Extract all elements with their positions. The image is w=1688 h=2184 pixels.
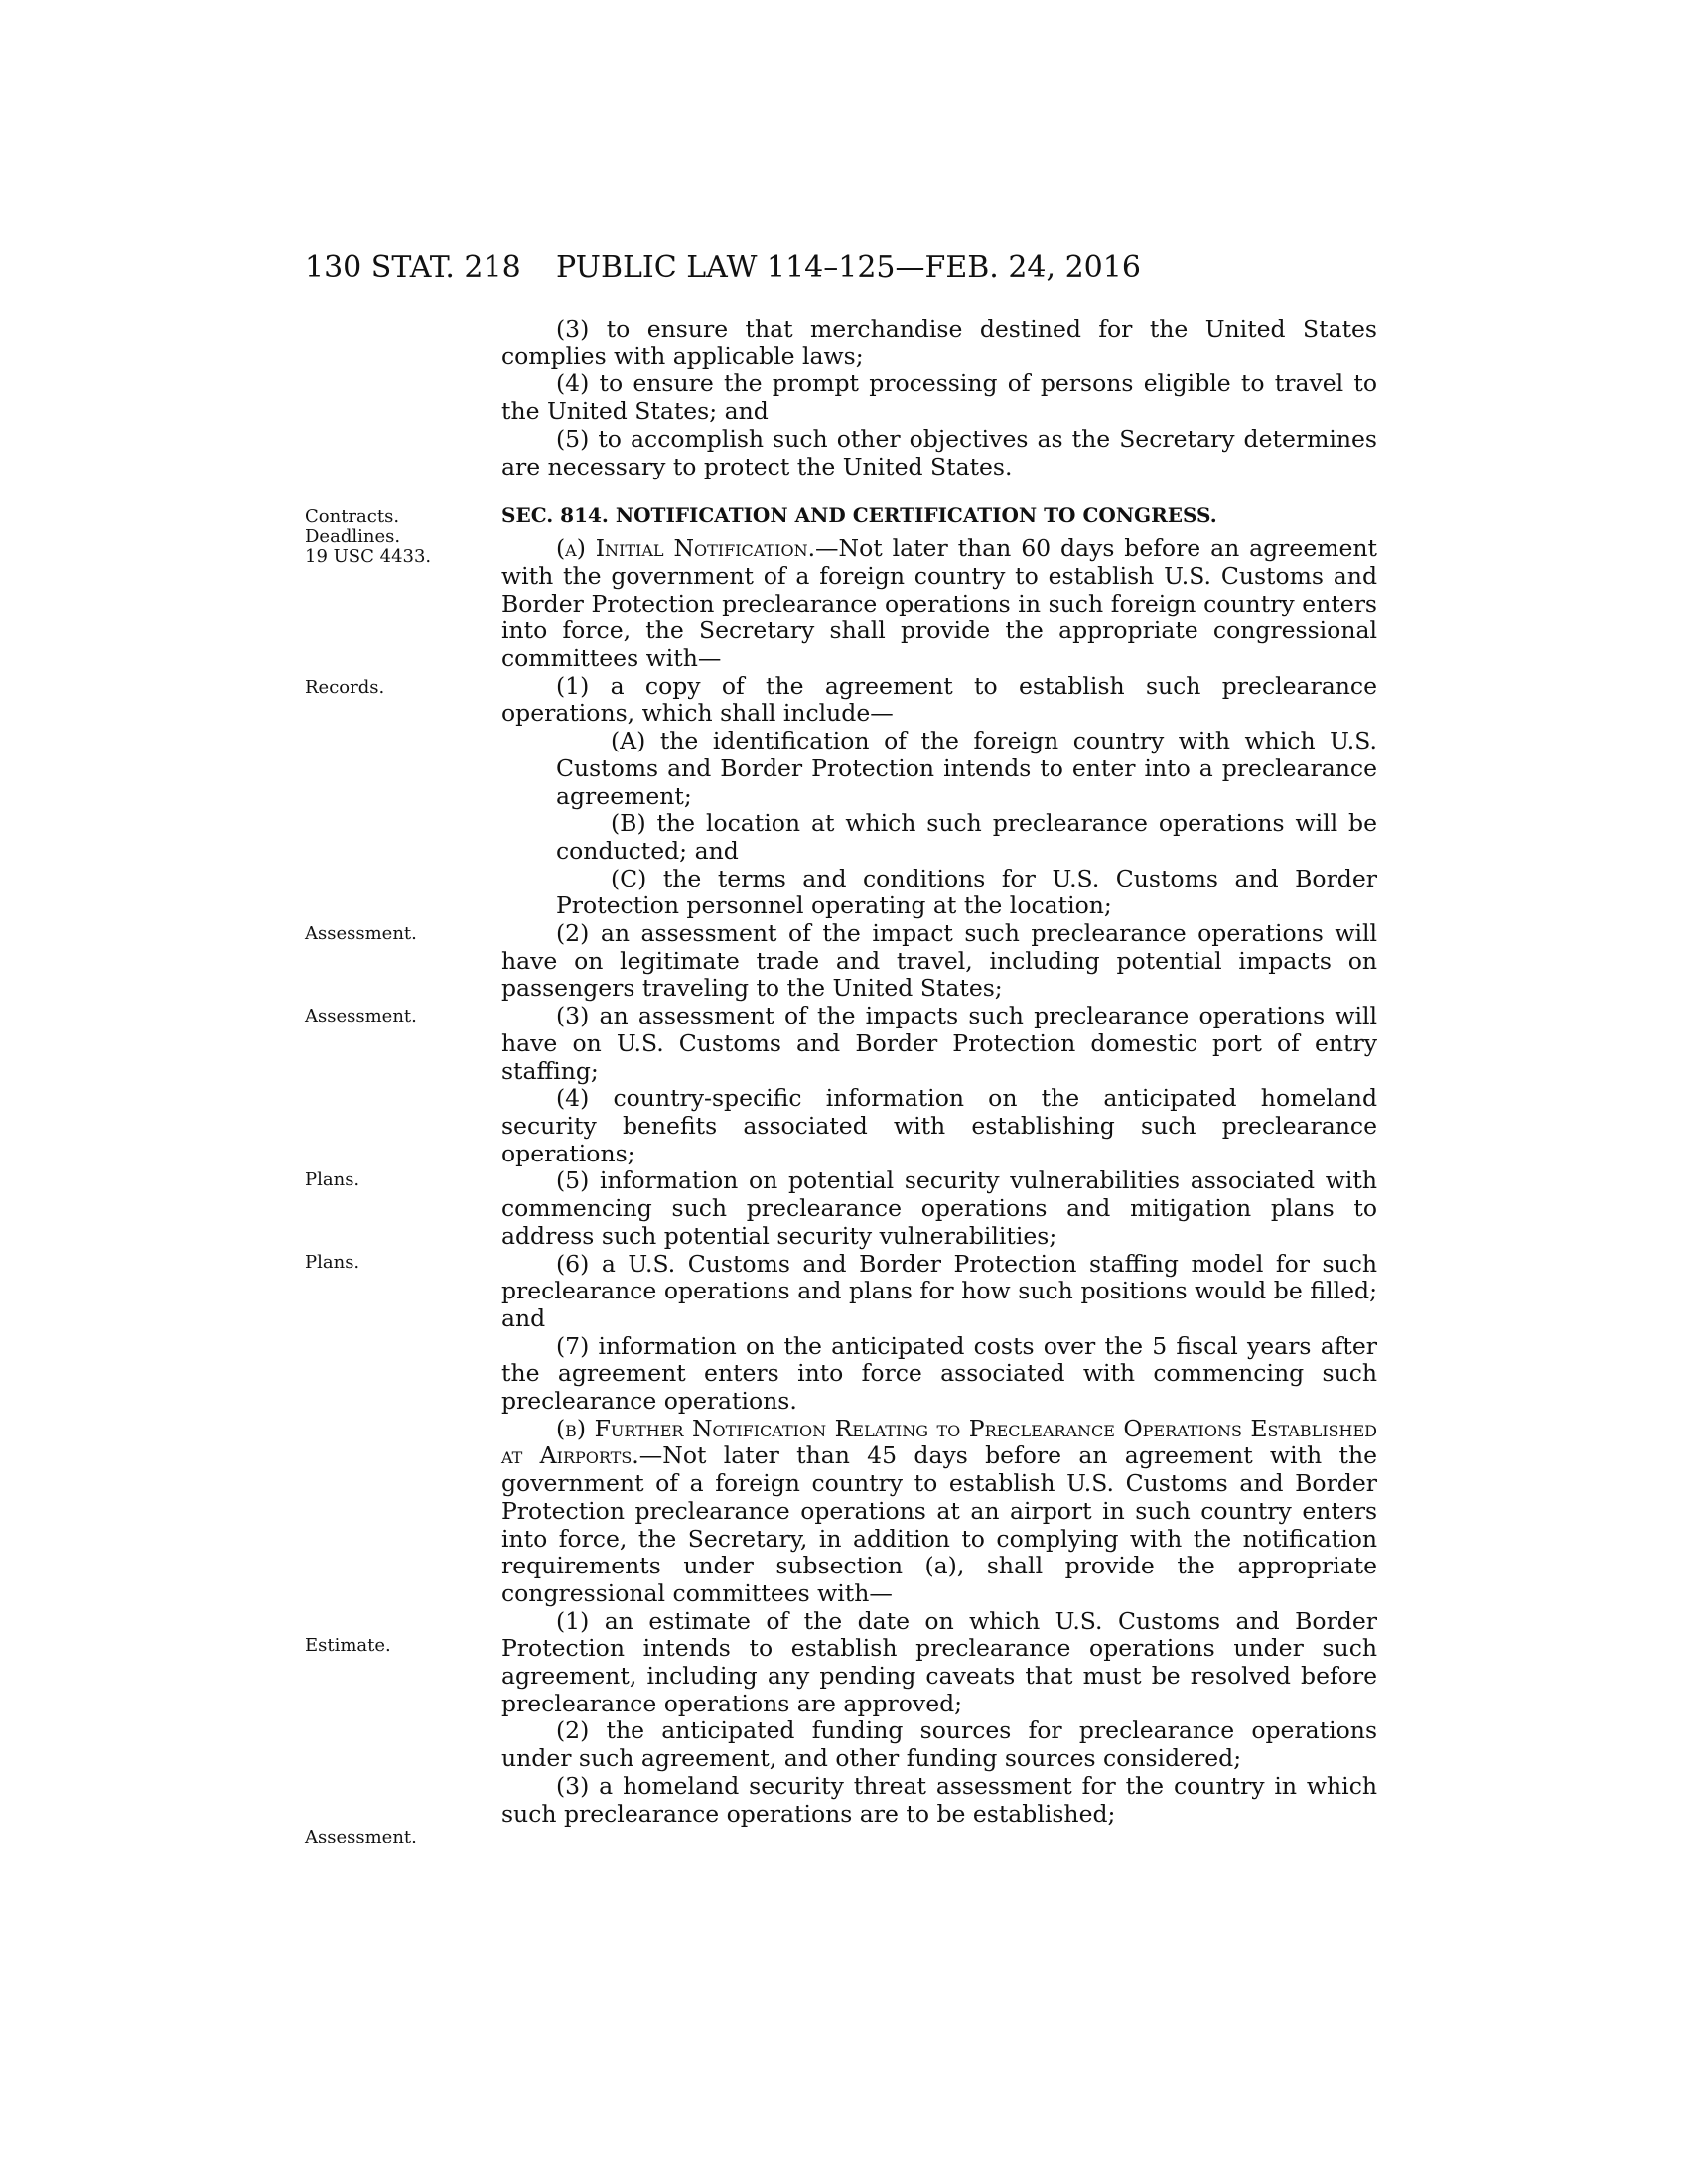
paragraph-b2: (2) the anticipated funding sources for preclearance operations under such agreement, and other funding sources considered;: [501, 1716, 1377, 1773]
margin-note-plans: Plans.: [305, 1169, 360, 1190]
paragraph-a6: (6) a U.S. Customs and Border Protection staffing model for such preclearance operations and plans for how such positions would be filled; and: [501, 1249, 1377, 1332]
statute-body: [501, 316, 1377, 1828]
margin-note-assessment: Assessment.: [305, 923, 417, 944]
margin-note-records: Records.: [305, 677, 385, 698]
paragraph-3: (3) to ensure that merchandise destined for the United States complies with applicable laws;: [501, 315, 1377, 370]
paragraph-a1: (1) a copy of the agreement to establish such preclearance operations, which shall include—: [501, 671, 1377, 728]
margin-note-assessment: Assessment.: [305, 1827, 417, 1847]
paragraph-5: (5) to accomplish such other objectives as the Secretary determines are necessary to protect the United States.: [501, 424, 1377, 480]
margin-note-plans: Plans.: [305, 1252, 360, 1273]
margin-note-usc: 19 USC 4433.: [305, 546, 432, 567]
paragraph-a7: (7) information on the anticipated costs over the 5 fiscal years after the agreement enters into force associated with commencing such preclearance operations.: [501, 1331, 1377, 1416]
paragraph-a3: (3) an assessment of the impacts such preclearance operations will have on U.S. Customs and Border Protection domestic port of entry staffing;: [501, 1002, 1377, 1085]
subsection-b-text: —Not later than 45 days before an agreement with the government of a foreign country to establish U.S. Customs and Border Protection preclearance operations at an airport in such country enters into force, the Secretary, in addition to complying with the notification requirements under subsection (a), shall provide the appropriate congressional committees with—: [501, 1441, 1377, 1607]
margin-note-deadlines: Deadlines.: [305, 526, 401, 547]
section-heading: SEC. 814. NOTIFICATION AND CERTIFICATION TO CONGRESS.: [501, 503, 1217, 528]
paragraph-b3: (3) a homeland security threat assessment for the country in which such preclearance operations are to be established;: [501, 1771, 1377, 1828]
margin-note-contracts: Contracts.: [305, 506, 400, 527]
subparagraph-a1B: (B) the location at which such preclearance operations will be conducted; and: [556, 809, 1377, 865]
paragraph-b1: (1) an estimate of the date on which U.S. Customs and Border Protection intends to establish preclearance operations under such agreement, including any pending caveats that must be resolved before preclearance operations are approved;: [501, 1606, 1377, 1717]
running-head: PUBLIC LAW 114–125—FEB. 24, 2016: [556, 250, 1141, 285]
page-header: [0, 250, 1688, 290]
subsection-a-heading: (a) Initial Notification.: [556, 534, 816, 563]
subsection-a: [501, 535, 1377, 673]
margin-note-assessment: Assessment.: [305, 1006, 417, 1026]
page-number: 130 STAT. 218: [305, 250, 521, 285]
paragraph-a4: (4) country-specific information on the anticipated homeland security benefits associated with establishing such preclearance operations;: [501, 1084, 1377, 1167]
subsection-b-heading: (b) Further Notification Relating to Preclearance Operations Established at Airports.: [501, 1414, 1377, 1470]
subparagraph-a1A: (A) the identification of the foreign country with which U.S. Customs and Border Protection intends to enter into a preclearance agreement;: [556, 727, 1377, 810]
subparagraph-a1C: (C) the terms and conditions for U.S. Customs and Border Protection personnel operating at the location;: [556, 864, 1377, 920]
margin-note-estimate: Estimate.: [305, 1635, 391, 1656]
subsection-a-text: —Not later than 60 days before an agreement with the government of a foreign country to establish U.S. Customs and Border Protection preclearance operations in such foreign country enters into force, the Secretary shall provide the appropriate congressional committees with—: [501, 534, 1378, 673]
paragraph-a5: (5) information on potential security vulnerabilities associated with commencing such preclearance operations and mitigation plans to address such potential security vulnerabilities;: [501, 1166, 1377, 1250]
paragraph-4: (4) to ensure the prompt processing of persons eligible to travel to the United States; and: [501, 369, 1377, 426]
subsection-b: [501, 1416, 1377, 1608]
paragraph-a2: (2) an assessment of the impact such preclearance operations will have on legitimate trade and travel, including potential impacts on passengers traveling to the United States;: [501, 919, 1377, 1003]
